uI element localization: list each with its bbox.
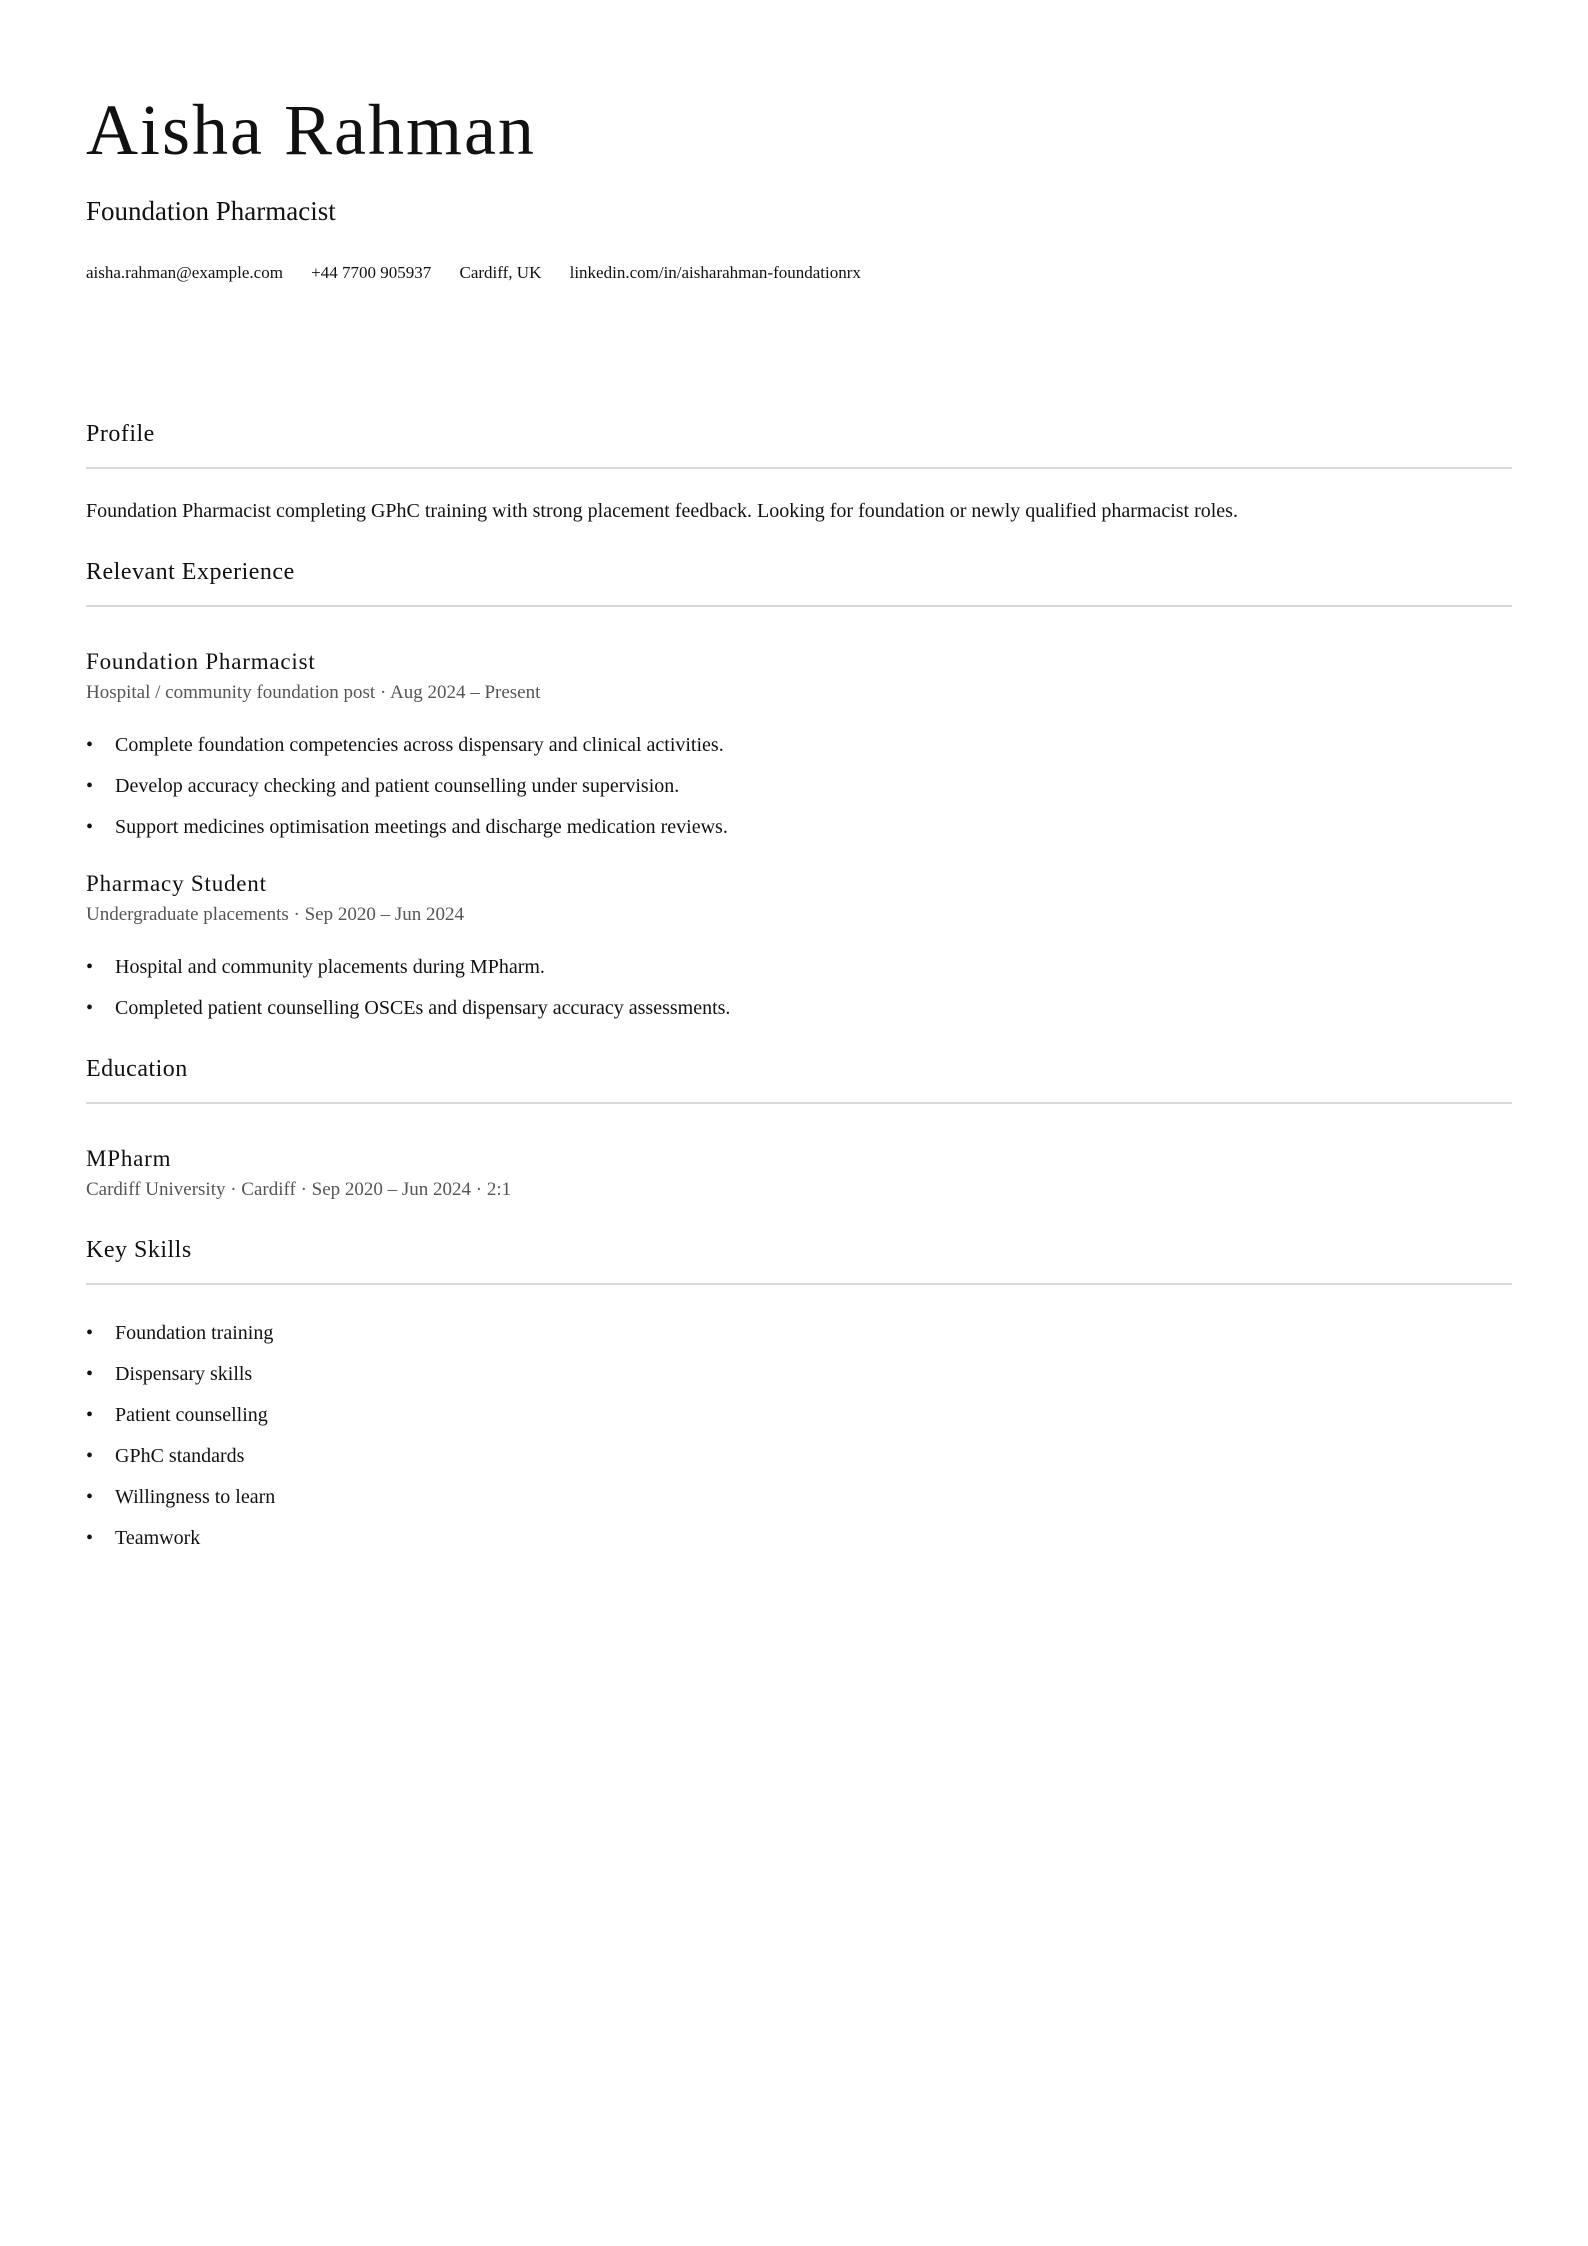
bullet-text: Develop accuracy checking and patient counselling under supervision. — [115, 775, 680, 797]
bullet-text: Hospital and community placements during MPharm. — [115, 956, 545, 978]
bullet-icon: • — [86, 816, 94, 838]
degree-title: MPharm — [86, 1146, 172, 1171]
bullet-icon: • — [86, 1404, 94, 1426]
job-title: Foundation Pharmacist — [86, 649, 316, 674]
skill-text: Teamwork — [115, 1527, 201, 1549]
bullet-icon: • — [86, 1527, 94, 1549]
bullet-icon: • — [86, 1445, 94, 1467]
bullet-text: Complete foundation competencies across dispensary and clinical activities. — [115, 734, 724, 756]
contact-location: Cardiff, UK — [459, 263, 542, 282]
skill-text: Dispensary skills — [115, 1363, 253, 1385]
section-divider — [86, 605, 1512, 607]
section-divider — [86, 1283, 1512, 1285]
skill-text: Foundation training — [115, 1322, 274, 1344]
contact-email: aisha.rahman@example.com — [86, 263, 283, 282]
section-title-experience: Relevant Experience — [86, 559, 295, 585]
contact-linkedin: linkedin.com/in/aisharahman-foundationrx — [569, 263, 861, 282]
skill-text: Willingness to learn — [115, 1486, 276, 1508]
bullet-icon: • — [86, 775, 94, 797]
bullet-icon: • — [86, 734, 94, 756]
job-meta: Undergraduate placements · Sep 2020 – Jun 2024 — [86, 904, 464, 925]
contact-line — [86, 264, 885, 281]
candidate-name: Aisha Rahman — [86, 90, 536, 170]
bullet-icon: • — [86, 1363, 94, 1385]
job-title: Pharmacy Student — [86, 871, 267, 896]
contact-phone: +44 7700 905937 — [311, 263, 432, 282]
profile-summary: Foundation Pharmacist completing GPhC training with strong placement feedback. Looking for foundation or newly qualified pharmacist roles. — [86, 500, 1238, 522]
job-meta: Hospital / community foundation post · Aug 2024 – Present — [86, 682, 541, 703]
bullet-text: Completed patient counselling OSCEs and dispensary accuracy assessments. — [115, 997, 731, 1019]
section-title-education: Education — [86, 1056, 188, 1082]
section-title-skills: Key Skills — [86, 1237, 192, 1263]
bullet-icon: • — [86, 1322, 94, 1344]
bullet-text: Support medicines optimisation meetings and discharge medication reviews. — [115, 816, 728, 838]
skill-text: Patient counselling — [115, 1404, 268, 1426]
section-title-profile: Profile — [86, 421, 155, 447]
bullet-icon: • — [86, 956, 94, 978]
candidate-headline: Foundation Pharmacist — [86, 196, 336, 226]
skill-text: GPhC standards — [115, 1445, 245, 1467]
section-divider — [86, 467, 1512, 469]
bullet-icon: • — [86, 997, 94, 1019]
degree-meta: Cardiff University · Cardiff · Sep 2020 – Jun 2024 · 2:1 — [86, 1179, 512, 1200]
bullet-icon: • — [86, 1486, 94, 1508]
section-divider — [86, 1102, 1512, 1104]
